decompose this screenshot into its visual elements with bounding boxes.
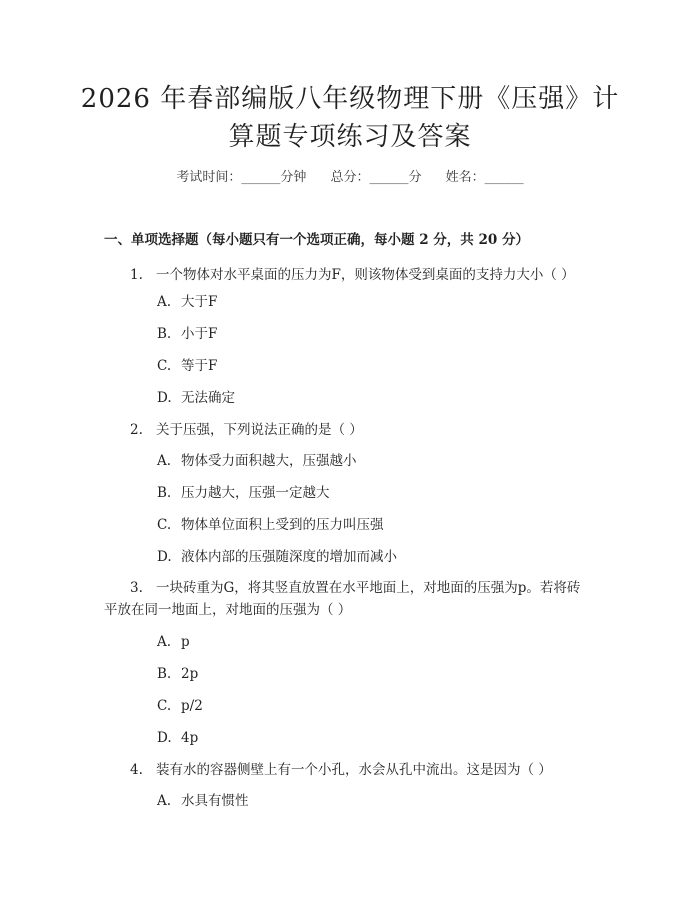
question-stem: 一个物体对水平桌面的压力为F，则该物体受到桌面的支持力大小（ ） bbox=[156, 267, 575, 283]
exam-total-score: 总分：______分 bbox=[330, 170, 422, 185]
option-letter: B. bbox=[157, 666, 172, 682]
option-1b bbox=[157, 324, 217, 344]
document-title-line-1: 2026 年春部编版八年级物理下册《压强》计 bbox=[80, 84, 620, 114]
option-text: 大于F bbox=[181, 294, 218, 310]
section-heading: 一、单项选择题（每小题只有一个选项正确，每小题 2 分，共 20 分） bbox=[104, 232, 529, 248]
option-letter: A. bbox=[157, 294, 172, 310]
option-3a bbox=[157, 632, 190, 652]
question-stem-line-1: 一块砖重为G，将其竖直放置在水平地面上，对地面的压强为p。若将砖 bbox=[156, 580, 581, 596]
option-text: 液体内部的压强随深度的增加而减小 bbox=[181, 549, 397, 565]
question-2 bbox=[104, 414, 604, 446]
option-1a bbox=[157, 292, 217, 312]
option-text: 物体受力面积越大，压强越小 bbox=[181, 453, 357, 469]
option-text: 小于F bbox=[181, 326, 218, 342]
option-1d bbox=[157, 388, 235, 408]
question-4 bbox=[104, 754, 604, 786]
option-letter: A. bbox=[157, 634, 172, 650]
option-text: 2p bbox=[181, 666, 199, 682]
option-2a bbox=[157, 451, 357, 471]
option-3b bbox=[157, 664, 198, 684]
question-stem: 装有水的容器侧壁上有一个小孔，水会从孔中流出。这是因为（ ） bbox=[156, 762, 552, 778]
question-stem-line-2: 平放在同一地面上，对地面的压强为（ ） bbox=[104, 602, 352, 618]
option-letter: B. bbox=[157, 485, 172, 501]
question-1 bbox=[104, 259, 604, 291]
option-text: 等于F bbox=[181, 358, 218, 374]
option-3c bbox=[157, 696, 203, 716]
question-number: 2. bbox=[130, 422, 143, 438]
exam-time: 考试时间：______分钟 bbox=[176, 170, 307, 185]
option-text: p bbox=[181, 634, 190, 650]
option-text: 压力越大，压强一定越大 bbox=[181, 485, 330, 501]
option-text: 4p bbox=[181, 730, 199, 746]
option-text: p/2 bbox=[181, 698, 203, 714]
option-letter: A. bbox=[157, 793, 172, 809]
option-letter: A. bbox=[157, 453, 172, 469]
option-letter: C. bbox=[157, 517, 172, 533]
option-4a bbox=[157, 791, 249, 811]
option-2d bbox=[157, 547, 397, 567]
question-3 bbox=[104, 577, 604, 621]
exam-meta bbox=[0, 168, 700, 188]
option-3d bbox=[157, 728, 198, 748]
option-letter: C. bbox=[157, 698, 172, 714]
question-stem: 关于压强，下列说法正确的是（ ） bbox=[156, 422, 363, 438]
option-1c bbox=[157, 356, 217, 376]
option-text: 无法确定 bbox=[181, 390, 235, 406]
exam-student-name: 姓名：______ bbox=[445, 170, 524, 185]
option-text: 水具有惯性 bbox=[181, 793, 249, 809]
option-letter: D. bbox=[157, 730, 172, 746]
option-2c bbox=[157, 515, 384, 535]
question-number: 3. bbox=[130, 580, 143, 596]
option-text: 物体单位面积上受到的压力叫压强 bbox=[181, 517, 384, 533]
option-letter: D. bbox=[157, 549, 172, 565]
option-letter: C. bbox=[157, 358, 172, 374]
option-letter: B. bbox=[157, 326, 172, 342]
option-2b bbox=[157, 483, 330, 503]
option-letter: D. bbox=[157, 390, 172, 406]
question-number: 1. bbox=[130, 267, 143, 283]
question-number: 4. bbox=[130, 762, 143, 778]
document-title-line-2: 算题专项练习及答案 bbox=[228, 122, 472, 152]
